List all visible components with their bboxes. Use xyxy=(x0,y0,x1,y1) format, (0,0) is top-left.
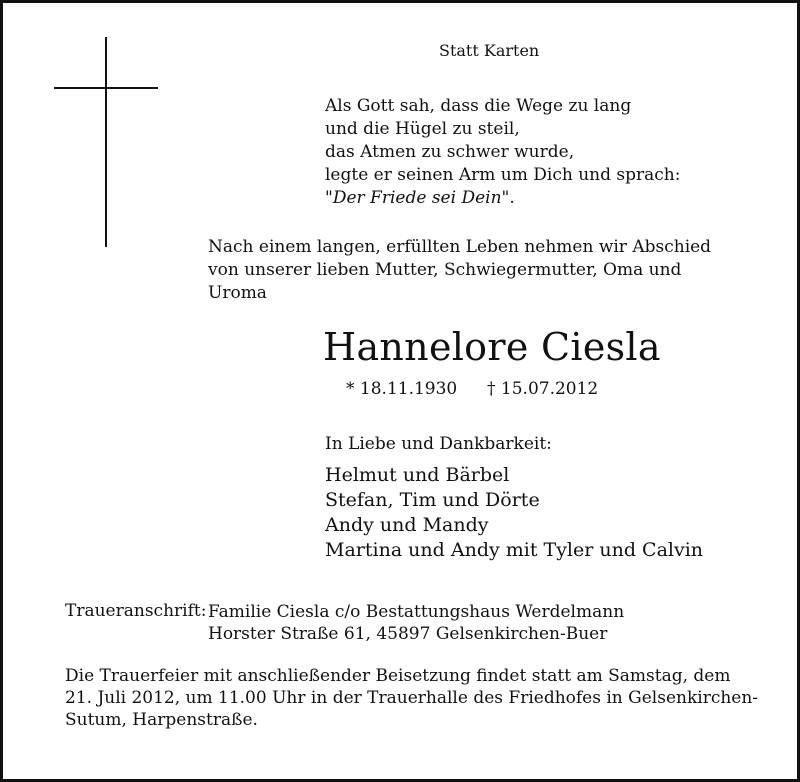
family-list xyxy=(325,463,703,563)
ceremony-line: 21. Juli 2012, um 11.00 Uhr in der Trauerhalle des Friedhofes in Gelsenkirchen- xyxy=(65,688,759,708)
poem xyxy=(325,95,680,210)
ceremony-line: Sutum, Harpenstraße. xyxy=(65,710,258,730)
poem-line: und die Hügel zu steil, xyxy=(325,119,520,139)
cross-horizontal-bar xyxy=(54,87,158,89)
intro-line: von unserer lieben Mutter, Schwiegermutter, Oma und xyxy=(208,260,682,280)
deceased-name: Hannelore Ciesla xyxy=(323,325,661,369)
address-line: Familie Ciesla c/o Bestattungshaus Werdelmann xyxy=(208,602,625,622)
address-block xyxy=(208,601,624,645)
intro-text xyxy=(208,236,711,305)
quote-text: Der Friede sei Dein xyxy=(332,188,502,208)
gratitude-line: In Liebe und Dankbarkeit: xyxy=(325,434,552,454)
poem-line: Als Gott sah, dass die Wege zu lang xyxy=(325,96,632,116)
ceremony-line: Die Trauerfeier mit anschließender Beisetzung findet statt am Samstag, dem xyxy=(65,666,731,686)
death-date: † 15.07.2012 xyxy=(487,379,599,399)
cross-vertical-bar xyxy=(105,37,107,247)
address-label: Traueranschrift: xyxy=(65,601,207,621)
family-member: Andy und Mandy xyxy=(325,514,489,536)
birth-date: * 18.11.1930 xyxy=(346,379,458,399)
poem-line: legte er seinen Arm um Dich und sprach: xyxy=(325,165,681,185)
quote-open: " xyxy=(325,188,333,208)
ceremony-text xyxy=(65,665,758,731)
family-member: Helmut und Bärbel xyxy=(325,464,510,486)
family-member: Stefan, Tim und Dörte xyxy=(325,489,540,511)
quote-close: ". xyxy=(501,188,515,208)
address-line: Horster Straße 61, 45897 Gelsenkirchen-Buer xyxy=(208,624,608,644)
poem-quote xyxy=(325,187,680,210)
poem-line: das Atmen zu schwer wurde, xyxy=(325,142,575,162)
intro-line: Uroma xyxy=(208,283,267,303)
header-statt-karten: Statt Karten xyxy=(439,41,540,60)
family-member: Martina und Andy mit Tyler und Calvin xyxy=(325,539,704,561)
intro-line: Nach einem langen, erfüllten Leben nehmen wir Abschied xyxy=(208,237,712,257)
